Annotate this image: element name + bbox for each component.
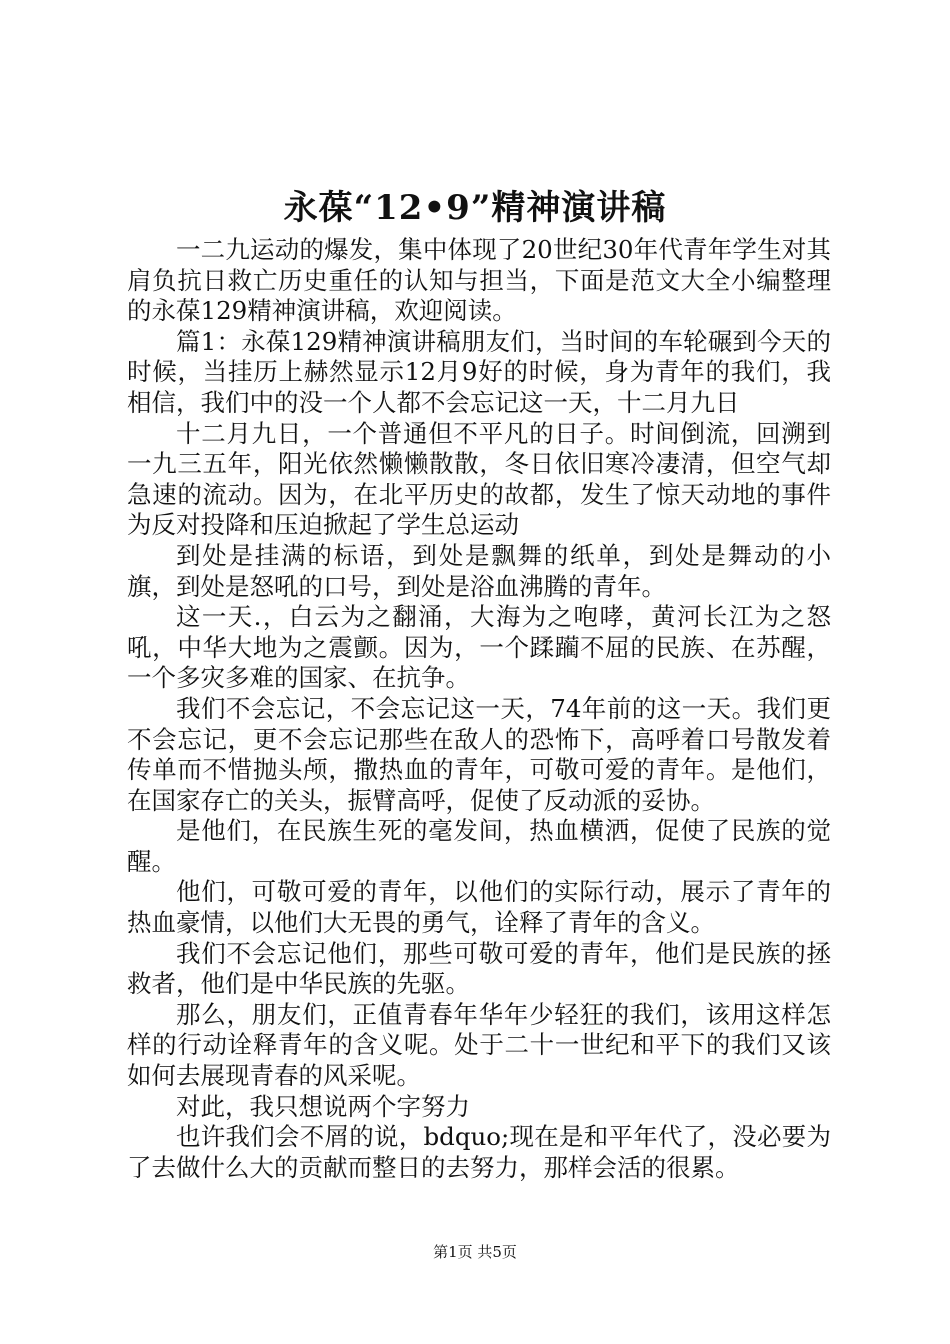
paragraph-1: 一二九运动的爆发，集中体现了20世纪30年代青年学生对其肩负抗日救亡历史重任的认知与担当，下面是范文大全小编整理的永葆129精神演讲稿，欢迎阅读。	[127, 235, 831, 326]
paragraph-8: 他们，可敬可爱的青年，以他们的实际行动，展示了青年的热血豪情，以他们大无畏的勇气，诠释了青年的含义。	[127, 877, 831, 938]
paragraph-4: 到处是挂满的标语，到处是飘舞的纸单，到处是舞动的小旗，到处是怒吼的口号，到处是浴血沸腾的青年。	[127, 540, 831, 601]
document-body	[127, 235, 831, 1183]
page-footer: 第1页 共5页	[433, 1243, 517, 1261]
paragraph-11: 对此，我只想说两个字努力	[176, 1091, 470, 1121]
paragraph-5: 这一天.，白云为之翻涌，大海为之咆哮，黄河长江为之怒吼，中华大地为之震颤。因为，一个蹂躏不屈的民族、在苏醒，一个多灾多难的国家、在抗争。	[127, 602, 831, 693]
paragraph-9: 我们不会忘记他们，那些可敬可爱的青年，他们是民族的拯救者，他们是中华民族的先驱。	[127, 938, 831, 999]
paragraph-3: 十二月九日，一个普通但不平凡的日子。时间倒流，回溯到一九三五年，阳光依然懒懒散散，冬日依旧寒冷凄清，但空气却急速的流动。因为，在北平历史的故都，发生了惊天动地的事件为反对投降和压迫掀起了学生总运动	[127, 418, 831, 540]
paragraph-7: 是他们，在民族生死的毫发间，热血横洒，促使了民族的觉醒。	[127, 816, 831, 876]
paragraph-6: 我们不会忘记，不会忘记这一天，74年前的这一天。我们更不会忘记，更不会忘记那些在敌人的恐怖下，高呼着口号散发着传单而不惜抛头颅，撒热血的青年，可敬可爱的青年。是他们，在国家存亡的关头，振臂高呼，促使了反动派的妥协。	[127, 693, 831, 815]
paragraph-10: 那么，朋友们，正值青春年华年少轻狂的我们，该用这样怎样的行动诠释青年的含义呢。处于二十一世纪和平下的我们又该如何去展现青春的风采呢。	[127, 999, 831, 1091]
paragraph-2: 篇1：永葆129精神演讲稿朋友们，当时间的车轮碾到今天的时候，当挂历上赫然显示12月9好的时候，身为青年的我们，我相信，我们中的没一个人都不会忘记这一天，十二月九日	[127, 326, 831, 417]
page-title: 永葆“12•9”精神演讲稿	[283, 188, 667, 228]
paragraph-12: 也许我们会不屑的说，bdquo;现在是和平年代了，没必要为了去做什么大的贡献而整日的去努力，那样会活的很累。	[127, 1122, 831, 1182]
